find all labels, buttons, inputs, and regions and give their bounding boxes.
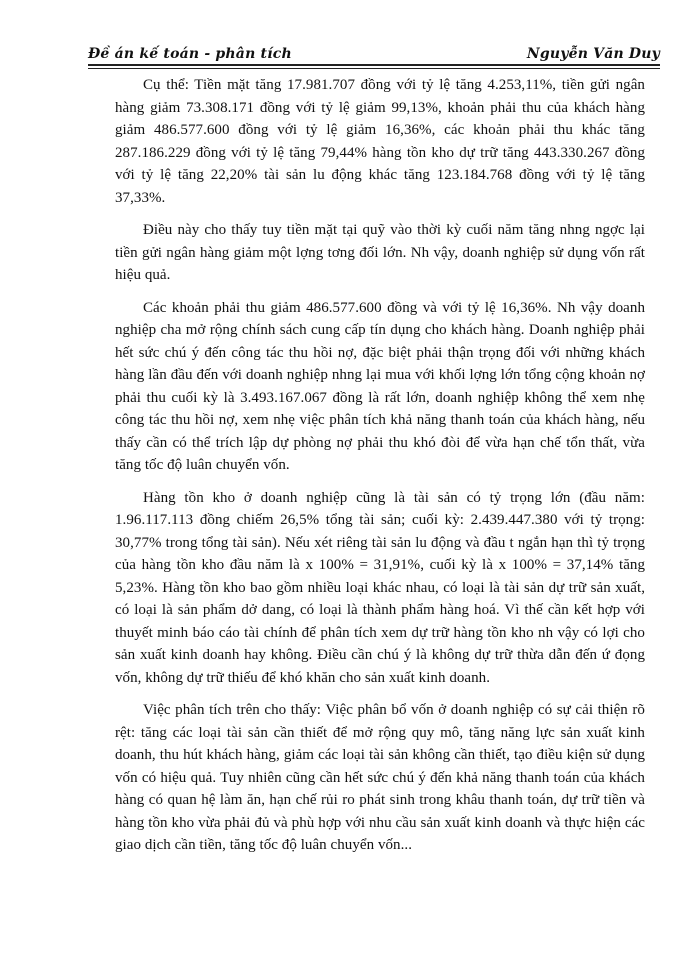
header-rule-thin [88, 68, 660, 69]
paragraph-asset-changes: Cụ thể: Tiền mặt tăng 17.981.707 đồng với tỷ lệ tăng 4.253,11%, tiền gửi ngân hàng giảm 73.308.171 đồng với tỷ lệ giảm 99,13%, khoản phải thu của khách hàng giảm 486.577.600 đồng với tỷ lệ giảm 16,36%, các khoản phải thu khác tăng 287.186.229 đồng với tỷ lệ tăng 79,44% hàng tồn kho dự trữ tăng 443.330.267 đồng với tỷ lệ tăng 22,20% tài sản lu động khác tăng 123.184.768 đồng với tỷ lệ tăng 37,33%. [115, 77, 645, 206]
document-body [115, 74, 645, 867]
paragraph-conclusion: Việc phân tích trên cho thấy: Việc phân bổ vốn ở doanh nghiệp có sự cải thiện rõ rệt: tăng các loại tài sản cần thiết để mở rộng quy mô, tăng năng lực sản xuất kinh doanh, thu hút khách hàng, giảm các loại tài sản không cần thiết, tạo điều kiện sử dụng vốn có hiệu quả. Tuy nhiên cũng cần hết sức chú ý đến khả năng thanh toán của khách hàng có quan hệ làm ăn, hạn chế rủi ro phát sinh trong khâu thanh toán, dự trữ tiền và hàng tồn kho vừa phải đủ và phù hợp với nhu cầu sản xuất kinh doanh và thực hiện các giao dịch cần tiền, tăng tốc độ luân chuyển vốn... [115, 702, 645, 853]
paragraph-cash-vs-bank: Điều này cho thấy tuy tiền mặt tại quỹ vào thời kỳ cuối năm tăng nhng ngợc lại tiền gửi ngân hàng giảm một lợng tơng đối lớn. Nh vậy, doanh nghiệp sử dụng vốn rất hiệu quả. [115, 222, 645, 283]
page-header [88, 42, 660, 66]
header-document-title: Đề án kế toán - phân tích [88, 46, 292, 62]
paragraph-inventory: Hàng tồn kho ở doanh nghiệp cũng là tài sản có tỷ trọng lớn (đầu năm: 1.96.117.113 đồng chiếm 26,5% tổng tài sản; cuối kỳ: 2.439.447.380 với tỷ trọng: 30,77% trong tổng tài sản). Nếu xét riêng tài sản lu động và đầu t ngắn hạn thì tỷ trọng của hàng tồn kho đầu năm là x 100% = 31,91%, cuối kỳ là x 100% = 37,14% tăng 5,23%. Hàng tồn kho bao gồm nhiều loại khác nhau, có loại là tài sản dự trữ sản xuất, có loại là sản phẩm dở dang, có loại là thành phẩm hàng hoá. Vì thế cần kết hợp với thuyết minh báo cáo tài chính để phân tích xem dự trữ hàng tồn kho nh vậy có lợi cho sản xuất kinh doanh hay không. Điều cần chú ý là không dự trữ thừa dẫn đến ứ đọng vốn, không dự trữ thiếu để khó khăn cho sản xuất kinh doanh. [115, 489, 645, 686]
header-rule-thick [88, 64, 660, 66]
paragraph-receivables: Các khoản phải thu giảm 486.577.600 đồng và với tỷ lệ 16,36%. Nh vậy doanh nghiệp cha mở rộng chính sách cung cấp tín dụng cho khách hàng. Doanh nghiệp phải hết sức chú ý đến công tác thu hồi nợ, đặc biệt phải thận trọng đối với những khách hàng lần đầu đến với doanh nghiệp nhng lại mua với khối lợng lớn tổng cộng khoản nợ phải thu cuối kỳ là 3.493.167.067 đồng là rất lớn, doanh nghiệp không thể xem nhẹ công tác thu hồi nợ, xem nhẹ việc phân tích khả năng thanh toán của khách hàng, nếu thấy cần có thể trích lập dự phòng nợ phải thu khó đòi để vừa hạn chế tổn thất, vừa tăng tốc độ luân chuyển vốn. [115, 299, 645, 473]
header-author-name: Nguyễn Văn Duy [526, 46, 660, 62]
